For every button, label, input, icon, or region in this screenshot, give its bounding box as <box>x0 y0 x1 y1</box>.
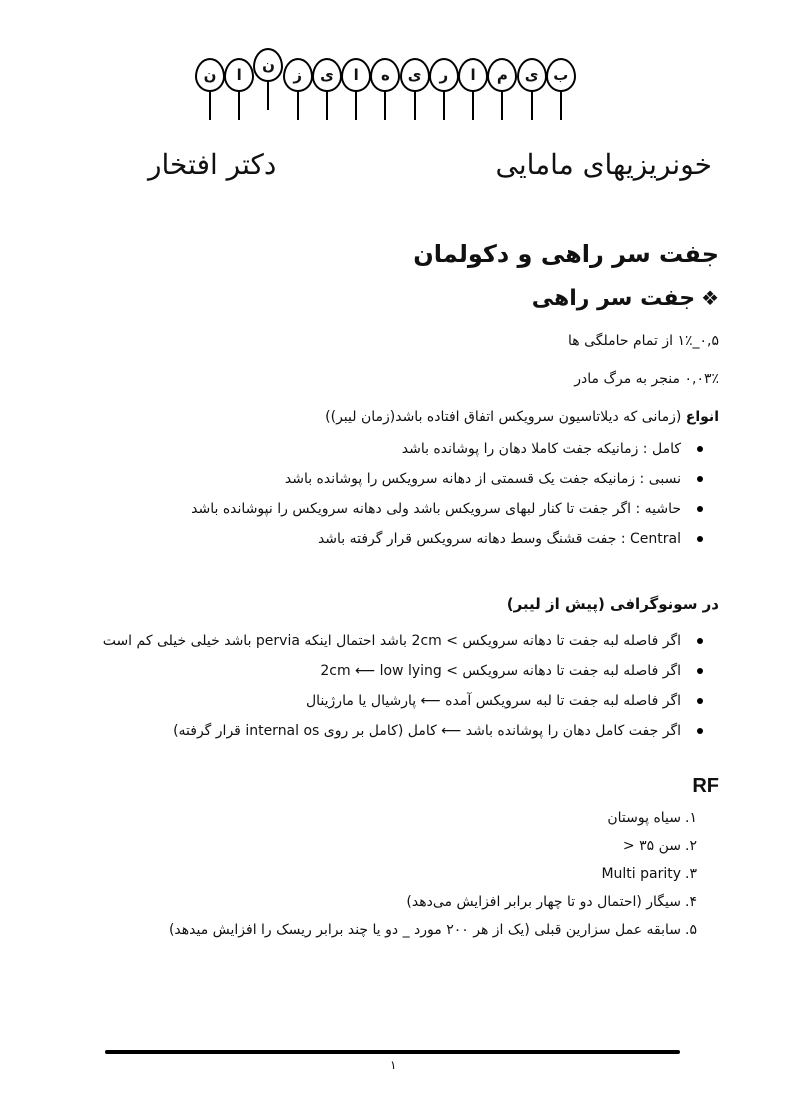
list-item: اگر فاصله لبه جفت تا دهانه سرویکس > 2cm باشد احتمال اینکه pervia باشد خیلی خیلی کم است <box>59 631 719 651</box>
balloon-letter: ی <box>400 58 429 128</box>
sonography-heading: در سونوگرافی (پیش از لیبر) <box>506 595 719 613</box>
list-item <box>59 808 719 828</box>
list-item: اگر فاصله لبه جفت تا دهانه سرویکس > 2cm ⟵ low lying <box>59 661 719 681</box>
list-number: ۳. <box>685 866 697 882</box>
list-item: نسبی : زمانیکه جفت یک قسمتی از دهانه سرویکس را پوشانده باشد <box>59 469 719 489</box>
balloon-letter: ا <box>224 58 253 128</box>
page-number: ۱ <box>390 1058 397 1072</box>
types-list <box>59 439 719 549</box>
types-label: انواع <box>685 409 719 425</box>
list-item-text: سن ۳۵ < <box>622 838 681 854</box>
diamond-bullet-icon: ❖ <box>701 286 719 310</box>
balloon-letter: ن <box>253 48 282 118</box>
list-number: ۱. <box>685 810 697 826</box>
document-title: خونریزیهای مامایی <box>495 148 712 181</box>
stat-mortality: ۰,۰۳٪ منجر به مرگ مادر <box>574 371 719 387</box>
list-item <box>59 836 719 856</box>
list-item: حاشیه : اگر جفت تا کنار لبهای سرویکس باشد ولی دهانه سرویکس را نپوشانده باشد <box>59 499 719 519</box>
list-number: ۵. <box>685 922 697 938</box>
list-item: Central : جفت قشنگ وسط دهانه سرویکس قرار گرفته باشد <box>59 529 719 549</box>
list-item-text: سیگار (احتمال دو تا چهار برابر افزایش می‌دهد) <box>406 894 681 910</box>
list-item: اگر فاصله لبه جفت تا لبه سرویکس آمده ⟵ پارشیال یا مارژینال <box>59 691 719 711</box>
document-header <box>0 140 794 190</box>
footer-divider <box>105 1050 680 1054</box>
list-number: ۴. <box>685 894 697 910</box>
list-item-text: Multi parity <box>601 866 681 882</box>
risk-factors-list <box>59 808 719 940</box>
list-item: کامل : زمانیکه جفت کاملا دهان را پوشانده باشد <box>59 439 719 459</box>
section-title: جفت سر راهی و دکولمان <box>413 240 719 268</box>
balloon-letter: ن <box>195 58 224 128</box>
balloon-letter: ز <box>283 58 312 128</box>
balloon-letter: ا <box>458 58 487 128</box>
sonography-list <box>59 631 719 741</box>
balloon-letter: م <box>487 58 516 128</box>
balloon-letter: ر <box>429 58 458 128</box>
types-note: (زمانی که دیلاتاسیون سرویکس اتفاق افتاده باشد(زمان لیبر)) <box>325 409 682 425</box>
balloon-letter: ه <box>370 58 399 128</box>
list-item <box>59 864 719 884</box>
main-content <box>59 240 719 948</box>
list-item <box>59 920 719 940</box>
balloon-title-banner <box>195 55 575 138</box>
balloon-letter: ی <box>517 58 546 128</box>
list-item <box>59 892 719 912</box>
list-item-text: سابقه عمل سزارین قبلی (یک از هر ۲۰۰ مورد _ دو یا چند برابر ریسک را افزایش میدهد) <box>168 922 681 938</box>
subsection-title-text: جفت سر راهی <box>531 286 696 311</box>
list-item: اگر جفت کامل دهان را پوشانده باشد ⟵ کامل (کامل بر روی internal os قرار گرفته) <box>59 721 719 741</box>
list-number: ۲. <box>685 838 697 854</box>
stat-incidence: ۰,۵_۱٪ از تمام حاملگی ها <box>567 333 719 349</box>
author-name: دکتر افتخار <box>148 148 277 181</box>
balloon-letter: ا <box>341 58 370 128</box>
balloon-letter: ی <box>312 58 341 128</box>
balloon-letter: ب <box>546 58 575 128</box>
list-item-text: سیاه پوستان <box>607 810 681 826</box>
subsection-title <box>59 286 719 311</box>
risk-factors-heading: RF <box>692 775 719 797</box>
types-heading <box>59 409 719 425</box>
